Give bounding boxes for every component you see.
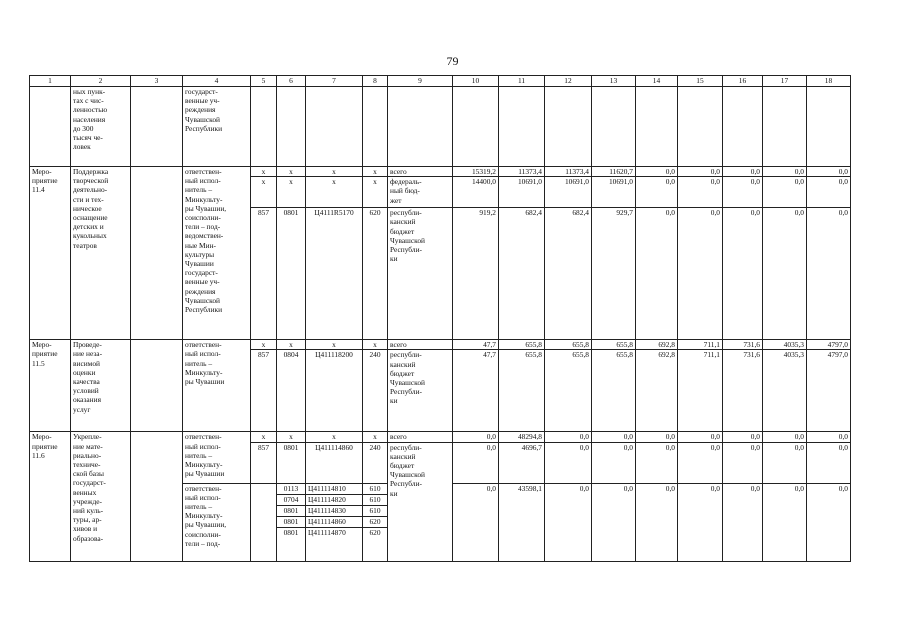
table-cell: всего bbox=[388, 340, 453, 350]
col-header: 4 bbox=[183, 76, 251, 87]
table-cell: 620 bbox=[363, 208, 388, 340]
expense-codes bbox=[363, 483, 388, 561]
value-cell: 655,8 bbox=[545, 350, 592, 432]
table-cell: ных пунк- тах с чис- ленностью населения до 300 тысяч че- ловек bbox=[71, 87, 131, 167]
value-cell: 4696,7 bbox=[499, 442, 545, 483]
table-cell: 0801 bbox=[277, 208, 306, 340]
value-cell: 0,0 bbox=[678, 442, 723, 483]
value-cell: 919,2 bbox=[453, 208, 499, 340]
table-cell: федераль- ный бюд- жет bbox=[388, 177, 453, 208]
sub-code: 0801 bbox=[277, 517, 305, 528]
value-cell: 4797,0 bbox=[807, 350, 851, 432]
sub-code: Ц411114830 bbox=[306, 506, 362, 517]
measure-number: Меро- приятие 11.5 bbox=[30, 340, 71, 432]
value-cell: 0,0 bbox=[807, 208, 851, 340]
col-header: 7 bbox=[306, 76, 363, 87]
header-row bbox=[30, 76, 851, 87]
col-header: 13 bbox=[592, 76, 636, 87]
value-cell: 655,8 bbox=[499, 350, 545, 432]
value-cell: 43598,1 bbox=[499, 483, 545, 561]
value-cell: 10691,0 bbox=[499, 177, 545, 208]
col-header: 9 bbox=[388, 76, 453, 87]
section-codes bbox=[277, 483, 306, 561]
table-cell bbox=[131, 87, 183, 167]
value-cell: 47,7 bbox=[453, 350, 499, 432]
value-cell: 0,0 bbox=[763, 208, 807, 340]
table-cell: x bbox=[251, 167, 277, 177]
target-codes bbox=[306, 483, 363, 561]
table-cell: республи- канский бюджет Чувашской Республи- ки bbox=[388, 208, 453, 340]
table-cell: x bbox=[306, 340, 363, 350]
value-cell: 711,1 bbox=[678, 350, 723, 432]
value-cell: 47,7 bbox=[453, 340, 499, 350]
col-header: 11 bbox=[499, 76, 545, 87]
executor-cell: ответствен- ный испол- нитель – Минкульту- ры Чувашии bbox=[183, 340, 251, 432]
table-row bbox=[30, 432, 851, 442]
sub-code: 0113 bbox=[277, 484, 305, 495]
table-cell: 240 bbox=[363, 350, 388, 432]
value-cell: 10691,0 bbox=[592, 177, 636, 208]
table-cell: x bbox=[277, 177, 306, 208]
value-cell: 0,0 bbox=[453, 483, 499, 561]
value-cell: 0,0 bbox=[723, 167, 763, 177]
value-cell: 692,8 bbox=[636, 350, 678, 432]
value-cell: 0,0 bbox=[636, 177, 678, 208]
table-cell: x bbox=[277, 340, 306, 350]
value-cell: 731,6 bbox=[723, 350, 763, 432]
table-cell: 857 bbox=[251, 208, 277, 340]
sub-code: 620 bbox=[369, 527, 381, 537]
table-cell bbox=[131, 167, 183, 340]
sub-code: 610 bbox=[363, 484, 387, 495]
measure-title: Укрепле- ние мате- риально- техниче- ской базы государст- венных учрежде- ний куль- туры, ар- хивов и образова- bbox=[71, 432, 131, 561]
page-number: 79 bbox=[446, 54, 459, 68]
value-cell: 11373,4 bbox=[545, 167, 592, 177]
budget-table bbox=[29, 75, 851, 562]
col-header: 18 bbox=[807, 76, 851, 87]
value-cell: 682,4 bbox=[499, 208, 545, 340]
value-cell: 655,8 bbox=[545, 340, 592, 350]
col-header: 5 bbox=[251, 76, 277, 87]
value-cell: 0,0 bbox=[763, 442, 807, 483]
value-cell: 0,0 bbox=[636, 167, 678, 177]
value-cell: 682,4 bbox=[545, 208, 592, 340]
value-cell: 929,7 bbox=[592, 208, 636, 340]
sub-code: 610 bbox=[363, 506, 387, 517]
table-row bbox=[30, 340, 851, 350]
sub-code: 0704 bbox=[277, 495, 305, 506]
table-cell bbox=[30, 87, 71, 167]
sub-code: 0801 bbox=[277, 506, 305, 517]
value-cell: 14400,0 bbox=[453, 177, 499, 208]
col-header: 12 bbox=[545, 76, 592, 87]
value-cell: 0,0 bbox=[723, 483, 763, 561]
col-header: 16 bbox=[723, 76, 763, 87]
value-cell: 10691,0 bbox=[545, 177, 592, 208]
table-row bbox=[30, 167, 851, 177]
value-cell: 0,0 bbox=[545, 432, 592, 442]
table-cell: Ц411114860 bbox=[306, 442, 363, 483]
value-cell: 692,8 bbox=[636, 340, 678, 350]
table-cell: x bbox=[363, 432, 388, 442]
value-cell: 0,0 bbox=[807, 442, 851, 483]
measure-number: Меро- приятие 11.4 bbox=[30, 167, 71, 340]
value-cell: 0,0 bbox=[592, 442, 636, 483]
table-cell: всего bbox=[388, 167, 453, 177]
value-cell: 0,0 bbox=[763, 432, 807, 442]
table-cell: 0804 bbox=[277, 350, 306, 432]
table-cell: x bbox=[251, 177, 277, 208]
col-header: 1 bbox=[30, 76, 71, 87]
col-header: 17 bbox=[763, 76, 807, 87]
value-cell: 0,0 bbox=[636, 483, 678, 561]
value-cell: 0,0 bbox=[807, 483, 851, 561]
sub-code: 0801 bbox=[283, 527, 299, 537]
value-cell: 0,0 bbox=[636, 432, 678, 442]
value-cell: 0,0 bbox=[545, 442, 592, 483]
value-cell: 4035,3 bbox=[763, 340, 807, 350]
table-cell bbox=[131, 432, 183, 561]
value-cell: 0,0 bbox=[678, 167, 723, 177]
value-cell: 0,0 bbox=[763, 167, 807, 177]
value-cell: 655,8 bbox=[592, 340, 636, 350]
sub-code: 620 bbox=[363, 517, 387, 528]
value-cell: 0,0 bbox=[723, 208, 763, 340]
value-cell: 0,0 bbox=[545, 483, 592, 561]
table-cell: 0801 bbox=[277, 442, 306, 483]
value-cell: 655,8 bbox=[499, 340, 545, 350]
value-cell: 15319,2 bbox=[453, 167, 499, 177]
table-cell bbox=[131, 340, 183, 432]
measure-title: Проведе- ние неза- висимой оценки качества условий оказания услуг bbox=[71, 340, 131, 432]
measure-title: Поддержка творческой деятельно- сти и тех- ническое оснащение детских и кукольных театров bbox=[71, 167, 131, 340]
value-cell: 0,0 bbox=[723, 432, 763, 442]
value-cell: 0,0 bbox=[678, 432, 723, 442]
value-cell: 48294,8 bbox=[499, 432, 545, 442]
table-cell: x bbox=[251, 340, 277, 350]
col-header: 14 bbox=[636, 76, 678, 87]
executor-cell: ответствен- ный испол- нитель – Минкульту- ры Чувашии, соисполни- тели – под- bbox=[183, 483, 251, 561]
value-cell: 0,0 bbox=[723, 442, 763, 483]
value-cell: 0,0 bbox=[592, 432, 636, 442]
table-cell: x bbox=[277, 432, 306, 442]
col-header: 3 bbox=[131, 76, 183, 87]
value-cell: 0,0 bbox=[763, 177, 807, 208]
table-cell: 857 bbox=[251, 350, 277, 432]
table-cell: всего bbox=[388, 432, 453, 442]
table-cell: x bbox=[306, 167, 363, 177]
table-cell: республи- канский бюджет Чувашской Республи- ки bbox=[388, 442, 453, 561]
value-cell: 0,0 bbox=[723, 177, 763, 208]
value-cell: 0,0 bbox=[678, 208, 723, 340]
continuation-row bbox=[30, 87, 851, 167]
table-cell: Ц4111R5170 bbox=[306, 208, 363, 340]
value-cell: 0,0 bbox=[636, 442, 678, 483]
executor-cell: ответствен- ный испол- нитель – Минкульту- ры Чувашии, соисполни- тели – под- ведомствен- ные Мин- культуры Чувашии государст- венные уч- реждения Чувашской Республики bbox=[183, 167, 251, 340]
table-cell: x bbox=[363, 340, 388, 350]
table-cell bbox=[251, 483, 277, 561]
value-cell: 11620,7 bbox=[592, 167, 636, 177]
table-cell: x bbox=[363, 177, 388, 208]
value-cell: 731,6 bbox=[723, 340, 763, 350]
col-header: 8 bbox=[363, 76, 388, 87]
value-cell: 0,0 bbox=[678, 483, 723, 561]
value-cell: 0,0 bbox=[807, 167, 851, 177]
value-cell: 0,0 bbox=[453, 432, 499, 442]
table-cell: x bbox=[306, 432, 363, 442]
value-cell: 655,8 bbox=[592, 350, 636, 432]
sub-code: Ц411114860 bbox=[306, 517, 362, 528]
value-cell: 0,0 bbox=[807, 177, 851, 208]
value-cell: 0,0 bbox=[636, 208, 678, 340]
value-cell: 0,0 bbox=[807, 432, 851, 442]
table-cell: 240 bbox=[363, 442, 388, 483]
sub-code: Ц411114870 bbox=[308, 527, 346, 537]
value-cell: 11373,4 bbox=[499, 167, 545, 177]
table-cell: государст- венные уч- реждения Чувашской Республики bbox=[183, 87, 251, 167]
executor-cell: ответствен- ный испол- нитель – Минкульту- ры Чувашии bbox=[183, 432, 251, 483]
measure-number: Меро- приятие 11.6 bbox=[30, 432, 71, 561]
table-cell: 857 bbox=[251, 442, 277, 483]
value-cell: 4035,3 bbox=[763, 350, 807, 432]
col-header: 10 bbox=[453, 76, 499, 87]
table-cell: x bbox=[306, 177, 363, 208]
value-cell: 0,0 bbox=[453, 442, 499, 483]
value-cell: 0,0 bbox=[592, 483, 636, 561]
sub-code: Ц411114810 bbox=[306, 484, 362, 495]
col-header: 2 bbox=[71, 76, 131, 87]
col-header: 15 bbox=[678, 76, 723, 87]
table-cell: x bbox=[251, 432, 277, 442]
value-cell: 0,0 bbox=[763, 483, 807, 561]
value-cell: 0,0 bbox=[678, 177, 723, 208]
value-cell: 4797,0 bbox=[807, 340, 851, 350]
table-cell: x bbox=[277, 167, 306, 177]
sub-code: 610 bbox=[363, 495, 387, 506]
table-cell: Ц411118200 bbox=[306, 350, 363, 432]
table-cell: республи- канский бюджет Чувашской Республи- ки bbox=[388, 350, 453, 432]
sub-code: Ц411114820 bbox=[306, 495, 362, 506]
value-cell: 711,1 bbox=[678, 340, 723, 350]
table-cell: x bbox=[363, 167, 388, 177]
col-header: 6 bbox=[277, 76, 306, 87]
